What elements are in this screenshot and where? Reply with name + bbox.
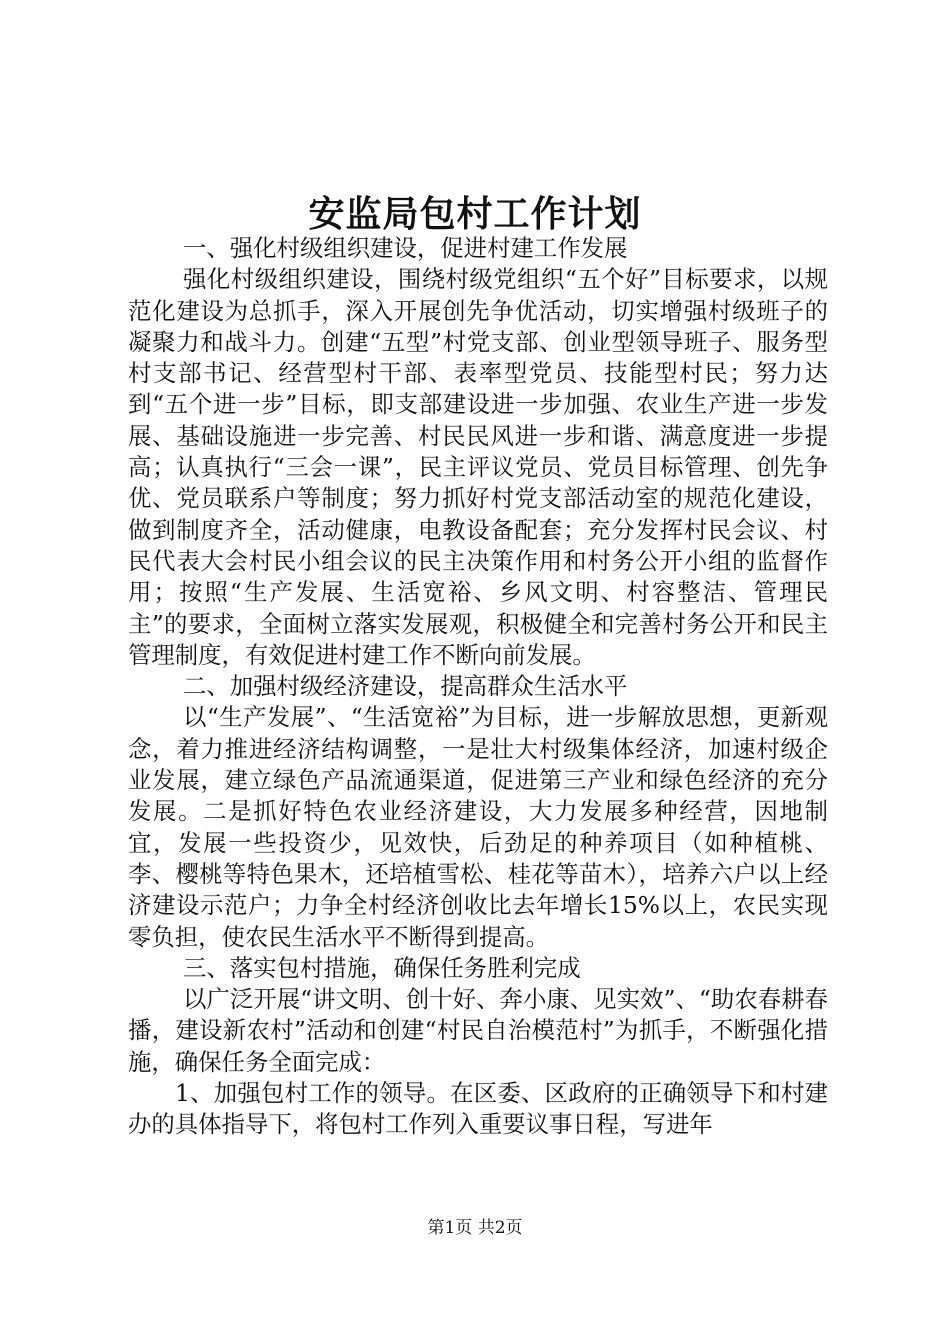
section-2-paragraph: 以“生产发展”、“生活宽裕”为目标，进一步解放思想，更新观念，着力推进经济结构调整，一是壮大村级集体经济，加速村级企业发展，建立绿色产品流通渠道，促进第三产业和绿色经济的充分发展。二是抓好特色农业经济建设，大力发展多种经营，因地制宜，发展一些投资少，见效快，后劲足的种养项目（如种植桃、李、樱桃等特色果木，还培植雪松、桂花等苗木），培养六户以上经济建设示范户；力争全村经济创收比去年增长15%以上，农民实现零负担，使农民生活水平不断得到提高。 [128, 703, 828, 951]
section-1-heading: 一、强化村级组织建设，促进村建工作发展 [183, 234, 628, 262]
section-3-heading: 三、落实包村措施，确保任务胜利完成 [183, 953, 581, 982]
section-3-paragraph: 以广泛开展“讲文明、创十好、奔小康、见实效”、“助农春耕春播，建设新农村”活动和创建“村民自治模范村”为抓手，不断强化措施，确保任务全面完成： [128, 985, 828, 1076]
page-footer: 第1页 共2页 [427, 1218, 523, 1238]
document-body [128, 233, 828, 1141]
document-title: 安监局包村工作计划 [308, 193, 642, 235]
section-1-paragraph: 强化村级组织建设，围绕村级党组织“五个好”目标要求，以规范化建设为总抓手，深入开展创先争优活动，切实增强村级班子的凝聚力和战斗力。创建“五型”村党支部、创业型领导班子、服务型村支部书记、经营型村干部、表率型党员、技能型村民；努力达到“五个进一步”目标，即支部建设进一步加强、农业生产进一步发展、基础设施进一步完善、村民民风进一步和谐、满意度进一步提高；认真执行“三会一课”，民主评议党员、党员目标管理、创先争优、党员联系户等制度；努力抓好村党支部活动室的规范化建设，做到制度齐全，活动健康，电教设备配套；充分发挥村民会议、村民代表大会村民小组会议的民主决策作用和村务公开小组的监督作用；按照“生产发展、生活宽裕、乡风文明、村容整洁、管理民主”的要求，全面树立落实发展观，积极健全和完善村务公开和民主管理制度，有效促进村建工作不断向前发展。 [128, 265, 828, 669]
section-2-heading: 二、加强村级经济建设，提高群众生活水平 [183, 672, 628, 701]
section-3-item-1: 1、加强包村工作的领导。在区委、区政府的正确领导下和村建办的具体指导下，将包村工作列入重要议事日程，写进年 [128, 1079, 828, 1139]
